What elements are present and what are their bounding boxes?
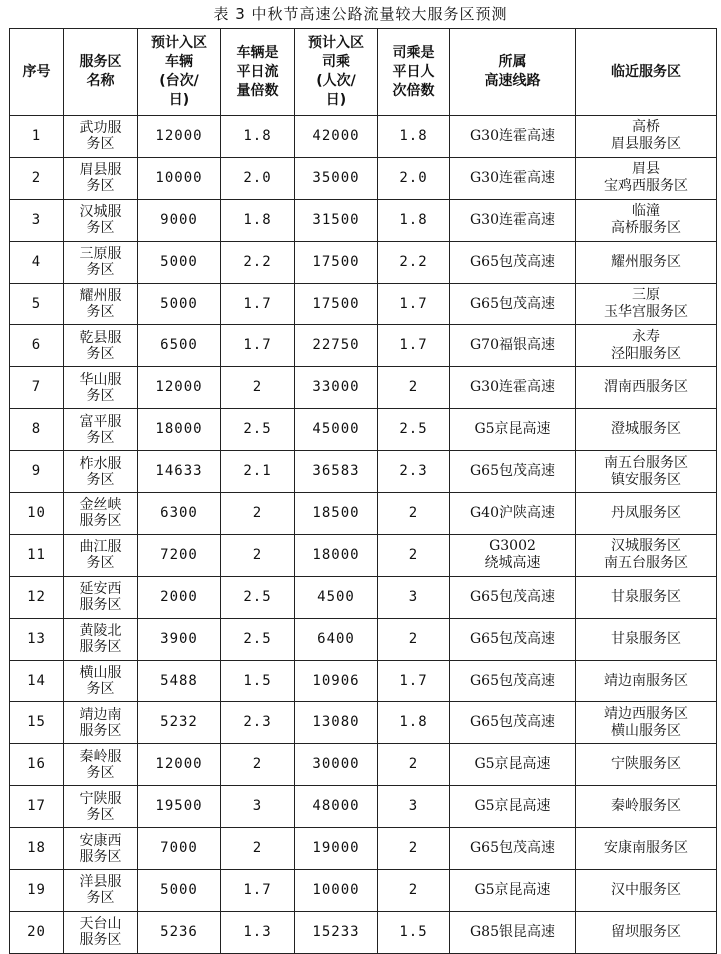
cell-near: 靖边南服务区 bbox=[576, 660, 717, 702]
cell-cars: 14633 bbox=[138, 451, 221, 493]
cell-pax-mult: 1.7 bbox=[378, 325, 450, 367]
cell-near: 汉中服务区 bbox=[576, 870, 717, 912]
cell-pax: 17500 bbox=[295, 241, 378, 283]
cell-pax-mult: 3 bbox=[378, 576, 450, 618]
cell-route: G65包茂高速 bbox=[450, 660, 576, 702]
cell-idx: 7 bbox=[10, 367, 64, 409]
cell-cars: 12000 bbox=[138, 367, 221, 409]
cell-route: G65包茂高速 bbox=[450, 828, 576, 870]
cell-pax-mult: 2 bbox=[378, 828, 450, 870]
header-car-mult: 车辆是 平日流 量倍数 bbox=[221, 29, 295, 116]
cell-route: G5京昆高速 bbox=[450, 409, 576, 451]
cell-near: 靖边西服务区 横山服务区 bbox=[576, 702, 717, 744]
cell-pax-mult: 1.7 bbox=[378, 660, 450, 702]
cell-pax: 17500 bbox=[295, 283, 378, 325]
cell-pax-mult: 1.8 bbox=[378, 199, 450, 241]
cell-pax-mult: 2.3 bbox=[378, 451, 450, 493]
cell-idx: 19 bbox=[10, 870, 64, 912]
cell-near: 丹凤服务区 bbox=[576, 493, 717, 535]
cell-car-mult: 2.2 bbox=[221, 241, 295, 283]
cell-route: G30连霍高速 bbox=[450, 367, 576, 409]
cell-cars: 10000 bbox=[138, 157, 221, 199]
table-row bbox=[10, 744, 717, 786]
cell-pax-mult: 2 bbox=[378, 618, 450, 660]
cell-name: 洋县服 务区 bbox=[64, 870, 138, 912]
cell-car-mult: 1.7 bbox=[221, 325, 295, 367]
cell-pax: 13080 bbox=[295, 702, 378, 744]
cell-car-mult: 1.8 bbox=[221, 116, 295, 158]
cell-pax: 6400 bbox=[295, 618, 378, 660]
cell-car-mult: 2 bbox=[221, 493, 295, 535]
cell-pax: 36583 bbox=[295, 451, 378, 493]
cell-name: 宁陕服 务区 bbox=[64, 786, 138, 828]
cell-idx: 1 bbox=[10, 116, 64, 158]
table-row bbox=[10, 828, 717, 870]
cell-pax: 48000 bbox=[295, 786, 378, 828]
table-row bbox=[10, 116, 717, 158]
cell-idx: 4 bbox=[10, 241, 64, 283]
cell-idx: 2 bbox=[10, 157, 64, 199]
cell-route: G85银昆高速 bbox=[450, 911, 576, 953]
cell-near: 宁陕服务区 bbox=[576, 744, 717, 786]
cell-name: 安康西 服务区 bbox=[64, 828, 138, 870]
cell-pax-mult: 2.2 bbox=[378, 241, 450, 283]
table-row bbox=[10, 157, 717, 199]
table-row bbox=[10, 786, 717, 828]
table-row bbox=[10, 534, 717, 576]
cell-car-mult: 2 bbox=[221, 534, 295, 576]
cell-name: 柞水服 务区 bbox=[64, 451, 138, 493]
cell-route: G65包茂高速 bbox=[450, 283, 576, 325]
table-row bbox=[10, 367, 717, 409]
cell-route: G30连霍高速 bbox=[450, 116, 576, 158]
cell-pax: 18000 bbox=[295, 534, 378, 576]
table-row bbox=[10, 241, 717, 283]
table-row bbox=[10, 911, 717, 953]
cell-cars: 9000 bbox=[138, 199, 221, 241]
cell-near: 留坝服务区 bbox=[576, 911, 717, 953]
cell-idx: 20 bbox=[10, 911, 64, 953]
cell-car-mult: 2.5 bbox=[221, 409, 295, 451]
cell-pax-mult: 2 bbox=[378, 744, 450, 786]
cell-near: 眉县 宝鸡西服务区 bbox=[576, 157, 717, 199]
cell-car-mult: 1.7 bbox=[221, 870, 295, 912]
cell-pax-mult: 2.5 bbox=[378, 409, 450, 451]
cell-route: G65包茂高速 bbox=[450, 618, 576, 660]
cell-near: 临潼 高桥服务区 bbox=[576, 199, 717, 241]
cell-near: 秦岭服务区 bbox=[576, 786, 717, 828]
cell-near: 南五台服务区 镇安服务区 bbox=[576, 451, 717, 493]
cell-pax: 33000 bbox=[295, 367, 378, 409]
cell-name: 眉县服 务区 bbox=[64, 157, 138, 199]
cell-idx: 6 bbox=[10, 325, 64, 367]
cell-route: G30连霍高速 bbox=[450, 157, 576, 199]
table-row bbox=[10, 702, 717, 744]
cell-pax-mult: 2.0 bbox=[378, 157, 450, 199]
cell-name: 秦岭服 务区 bbox=[64, 744, 138, 786]
header-pax: 预计入区 司乘 (人次/ 日) bbox=[295, 29, 378, 116]
cell-idx: 15 bbox=[10, 702, 64, 744]
table-row bbox=[10, 409, 717, 451]
cell-car-mult: 2.0 bbox=[221, 157, 295, 199]
cell-idx: 12 bbox=[10, 576, 64, 618]
cell-name: 三原服 务区 bbox=[64, 241, 138, 283]
table-row bbox=[10, 870, 717, 912]
cell-route: G3002 绕城高速 bbox=[450, 534, 576, 576]
cell-near: 汉城服务区 南五台服务区 bbox=[576, 534, 717, 576]
cell-car-mult: 2.5 bbox=[221, 618, 295, 660]
cell-car-mult: 1.3 bbox=[221, 911, 295, 953]
cell-pax: 35000 bbox=[295, 157, 378, 199]
cell-idx: 18 bbox=[10, 828, 64, 870]
cell-name: 延安西 服务区 bbox=[64, 576, 138, 618]
cell-cars: 12000 bbox=[138, 116, 221, 158]
table-row bbox=[10, 283, 717, 325]
cell-near: 耀州服务区 bbox=[576, 241, 717, 283]
cell-pax: 22750 bbox=[295, 325, 378, 367]
cell-pax: 19000 bbox=[295, 828, 378, 870]
cell-car-mult: 1.8 bbox=[221, 199, 295, 241]
cell-route: G65包茂高速 bbox=[450, 576, 576, 618]
cell-name: 黄陵北 服务区 bbox=[64, 618, 138, 660]
cell-name: 耀州服 务区 bbox=[64, 283, 138, 325]
table-title: 表 3 中秋节高速公路流量较大服务区预测 bbox=[213, 5, 508, 23]
cell-name: 华山服 务区 bbox=[64, 367, 138, 409]
cell-car-mult: 1.7 bbox=[221, 283, 295, 325]
cell-pax-mult: 2 bbox=[378, 367, 450, 409]
cell-near: 高桥 眉县服务区 bbox=[576, 116, 717, 158]
cell-route: G5京昆高速 bbox=[450, 786, 576, 828]
cell-pax: 31500 bbox=[295, 199, 378, 241]
cell-cars: 19500 bbox=[138, 786, 221, 828]
table-row bbox=[10, 576, 717, 618]
cell-car-mult: 2 bbox=[221, 367, 295, 409]
cell-car-mult: 2.1 bbox=[221, 451, 295, 493]
cell-route: G40沪陕高速 bbox=[450, 493, 576, 535]
cell-pax: 45000 bbox=[295, 409, 378, 451]
header-near: 临近服务区 bbox=[576, 29, 717, 116]
table-row bbox=[10, 618, 717, 660]
table-row bbox=[10, 451, 717, 493]
cell-cars: 5488 bbox=[138, 660, 221, 702]
cell-cars: 5232 bbox=[138, 702, 221, 744]
cell-car-mult: 3 bbox=[221, 786, 295, 828]
cell-name: 武功服 务区 bbox=[64, 116, 138, 158]
cell-cars: 3900 bbox=[138, 618, 221, 660]
cell-cars: 6300 bbox=[138, 493, 221, 535]
cell-car-mult: 2 bbox=[221, 744, 295, 786]
cell-name: 乾县服 务区 bbox=[64, 325, 138, 367]
cell-near: 甘泉服务区 bbox=[576, 576, 717, 618]
cell-pax: 30000 bbox=[295, 744, 378, 786]
header-name: 服务区 名称 bbox=[64, 29, 138, 116]
cell-cars: 5000 bbox=[138, 870, 221, 912]
cell-route: G30连霍高速 bbox=[450, 199, 576, 241]
table-row bbox=[10, 199, 717, 241]
cell-name: 富平服 务区 bbox=[64, 409, 138, 451]
cell-route: G5京昆高速 bbox=[450, 744, 576, 786]
header-route: 所属 高速线路 bbox=[450, 29, 576, 116]
cell-cars: 2000 bbox=[138, 576, 221, 618]
cell-cars: 5236 bbox=[138, 911, 221, 953]
cell-car-mult: 2.5 bbox=[221, 576, 295, 618]
cell-name: 靖边南 服务区 bbox=[64, 702, 138, 744]
cell-name: 横山服 务区 bbox=[64, 660, 138, 702]
cell-near: 澄城服务区 bbox=[576, 409, 717, 451]
cell-pax-mult: 2 bbox=[378, 493, 450, 535]
cell-pax: 10000 bbox=[295, 870, 378, 912]
cell-pax: 18500 bbox=[295, 493, 378, 535]
cell-cars: 7200 bbox=[138, 534, 221, 576]
table-row bbox=[10, 325, 717, 367]
cell-name: 金丝峡 服务区 bbox=[64, 493, 138, 535]
cell-idx: 17 bbox=[10, 786, 64, 828]
header-idx: 序号 bbox=[10, 29, 64, 116]
cell-idx: 14 bbox=[10, 660, 64, 702]
cell-name: 天台山 服务区 bbox=[64, 911, 138, 953]
cell-route: G65包茂高速 bbox=[450, 702, 576, 744]
table-row bbox=[10, 660, 717, 702]
service-area-table bbox=[9, 28, 717, 954]
cell-name: 汉城服 务区 bbox=[64, 199, 138, 241]
cell-cars: 12000 bbox=[138, 744, 221, 786]
cell-cars: 7000 bbox=[138, 828, 221, 870]
cell-idx: 10 bbox=[10, 493, 64, 535]
cell-near: 渭南西服务区 bbox=[576, 367, 717, 409]
cell-pax-mult: 1.8 bbox=[378, 702, 450, 744]
cell-pax: 42000 bbox=[295, 116, 378, 158]
cell-pax: 4500 bbox=[295, 576, 378, 618]
cell-pax: 10906 bbox=[295, 660, 378, 702]
header-cars: 预计入区 车辆 (台次/ 日) bbox=[138, 29, 221, 116]
cell-pax-mult: 1.7 bbox=[378, 283, 450, 325]
cell-car-mult: 2 bbox=[221, 828, 295, 870]
cell-near: 安康南服务区 bbox=[576, 828, 717, 870]
cell-idx: 11 bbox=[10, 534, 64, 576]
cell-name: 曲江服 务区 bbox=[64, 534, 138, 576]
cell-idx: 13 bbox=[10, 618, 64, 660]
cell-route: G70福银高速 bbox=[450, 325, 576, 367]
cell-pax-mult: 2 bbox=[378, 534, 450, 576]
cell-pax-mult: 2 bbox=[378, 870, 450, 912]
cell-pax-mult: 1.5 bbox=[378, 911, 450, 953]
cell-near: 永寿 泾阳服务区 bbox=[576, 325, 717, 367]
cell-pax-mult: 1.8 bbox=[378, 116, 450, 158]
cell-idx: 16 bbox=[10, 744, 64, 786]
header-pax-mult: 司乘是 平日人 次倍数 bbox=[378, 29, 450, 116]
cell-idx: 3 bbox=[10, 199, 64, 241]
cell-car-mult: 2.3 bbox=[221, 702, 295, 744]
cell-near: 甘泉服务区 bbox=[576, 618, 717, 660]
cell-pax: 15233 bbox=[295, 911, 378, 953]
cell-idx: 8 bbox=[10, 409, 64, 451]
cell-cars: 5000 bbox=[138, 283, 221, 325]
cell-idx: 5 bbox=[10, 283, 64, 325]
table-body bbox=[10, 116, 717, 954]
cell-near: 三原 玉华宫服务区 bbox=[576, 283, 717, 325]
cell-cars: 18000 bbox=[138, 409, 221, 451]
header-row bbox=[10, 29, 717, 116]
table-row bbox=[10, 493, 717, 535]
cell-route: G65包茂高速 bbox=[450, 241, 576, 283]
cell-car-mult: 1.5 bbox=[221, 660, 295, 702]
cell-pax-mult: 3 bbox=[378, 786, 450, 828]
cell-cars: 6500 bbox=[138, 325, 221, 367]
cell-route: G5京昆高速 bbox=[450, 870, 576, 912]
cell-route: G65包茂高速 bbox=[450, 451, 576, 493]
cell-cars: 5000 bbox=[138, 241, 221, 283]
cell-idx: 9 bbox=[10, 451, 64, 493]
